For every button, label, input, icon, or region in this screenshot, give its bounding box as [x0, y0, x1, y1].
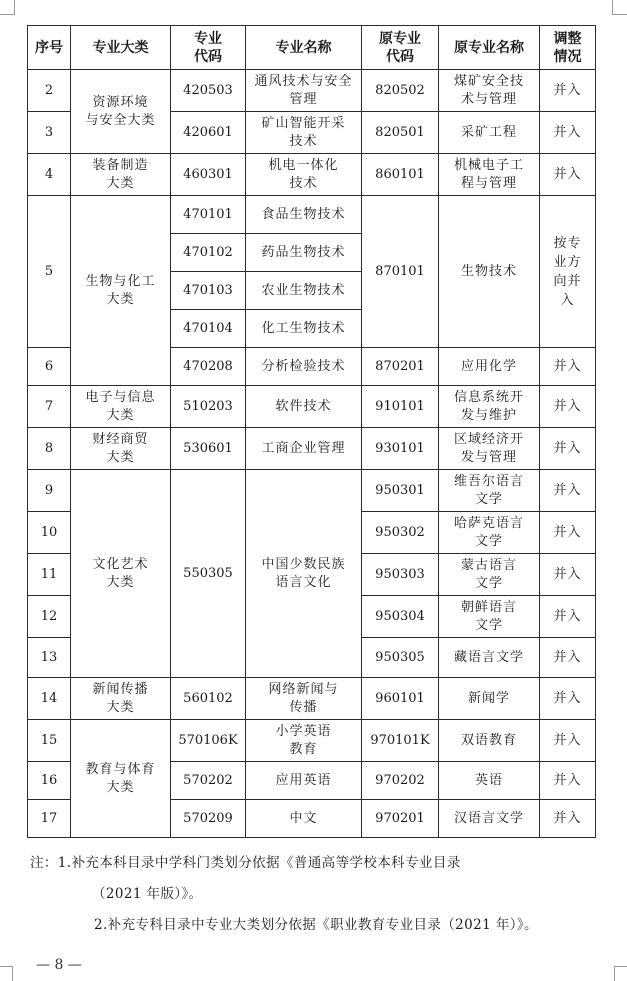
cell-adjust: 并入 — [540, 678, 596, 720]
cell-old-name: 新闻学 — [439, 678, 540, 720]
cell-old-code: 950305 — [362, 638, 439, 678]
cell-old-name: 采矿工程 — [439, 112, 540, 154]
cell-seq: 14 — [28, 678, 71, 720]
cell-category: 财经商贸 大类 — [71, 428, 171, 470]
cell-seq: 4 — [28, 154, 71, 196]
corner-mark-top-left — [0, 0, 15, 15]
cell-seq: 12 — [28, 596, 71, 638]
corner-mark-bottom-right — [614, 966, 627, 981]
cell-seq: 2 — [28, 70, 71, 112]
cell-seq: 16 — [28, 762, 71, 800]
header-code: 专业 代码 — [171, 26, 246, 70]
cell-name: 矿山智能开采 技术 — [246, 112, 362, 154]
cell-adjust: 并入 — [540, 348, 596, 386]
cell-category: 生物与化工 大类 — [71, 196, 171, 386]
cell-adjust: 并入 — [540, 720, 596, 762]
cell-name: 食品生物技术 — [246, 196, 362, 234]
cell-name: 农业生物技术 — [246, 272, 362, 310]
cell-code: 570209 — [171, 800, 246, 838]
cell-adjust: 按专 业方 向并 入 — [540, 196, 596, 348]
cell-category: 教育与体育 大类 — [71, 720, 171, 838]
cell-category: 资源环境 与安全大类 — [71, 70, 171, 154]
cell-old-code: 950302 — [362, 512, 439, 554]
cell-code: 550305 — [171, 470, 246, 678]
cell-name: 小学英语 教育 — [246, 720, 362, 762]
cell-old-name: 应用化学 — [439, 348, 540, 386]
cell-old-code: 930101 — [362, 428, 439, 470]
cell-code: 530601 — [171, 428, 246, 470]
cell-old-code: 950303 — [362, 554, 439, 596]
cell-code: 560102 — [171, 678, 246, 720]
table-row — [28, 678, 596, 720]
cell-name: 网络新闻与 传播 — [246, 678, 362, 720]
header-adjust: 调整 情况 — [540, 26, 596, 70]
header-old-name: 原专业名称 — [439, 26, 540, 70]
cell-seq: 3 — [28, 112, 71, 154]
cell-code: 470103 — [171, 272, 246, 310]
cell-seq: 5 — [28, 196, 71, 348]
table-row — [28, 154, 596, 196]
cell-name: 药品生物技术 — [246, 234, 362, 272]
cell-seq: 8 — [28, 428, 71, 470]
cell-code: 460301 — [171, 154, 246, 196]
cell-old-name: 蒙古语言 文学 — [439, 554, 540, 596]
table-row — [28, 70, 596, 112]
cell-name: 应用英语 — [246, 762, 362, 800]
table-header-row — [28, 26, 596, 70]
cell-seq: 15 — [28, 720, 71, 762]
cell-adjust: 并入 — [540, 154, 596, 196]
cell-adjust: 并入 — [540, 70, 596, 112]
cell-seq: 9 — [28, 470, 71, 512]
cell-seq: 10 — [28, 512, 71, 554]
cell-code: 420503 — [171, 70, 246, 112]
cell-old-name: 信息系统开 发与维护 — [439, 386, 540, 428]
cell-old-code: 950301 — [362, 470, 439, 512]
cell-adjust: 并入 — [540, 638, 596, 678]
cell-old-name: 维吾尔语言 文学 — [439, 470, 540, 512]
header-category: 专业大类 — [71, 26, 171, 70]
cell-adjust: 并入 — [540, 512, 596, 554]
cell-name: 中国少数民族 语言文化 — [246, 470, 362, 678]
cell-old-code: 820501 — [362, 112, 439, 154]
cell-old-name: 生物技术 — [439, 196, 540, 348]
table-row — [28, 196, 596, 234]
cell-old-code: 960101 — [362, 678, 439, 720]
note-line-1: 注：1.补充本科目录中学科门类划分依据《普通高等学校本科专业目录 — [30, 855, 461, 871]
cell-name: 通风技术与安全 管理 — [246, 70, 362, 112]
cell-code: 470104 — [171, 310, 246, 348]
cell-old-name: 朝鲜语言 文学 — [439, 596, 540, 638]
cell-old-code: 970201 — [362, 800, 439, 838]
cell-name: 工商企业管理 — [246, 428, 362, 470]
cell-code: 570106K — [171, 720, 246, 762]
cell-old-code: 860101 — [362, 154, 439, 196]
cell-category: 文化艺术 大类 — [71, 470, 171, 678]
cell-category: 电子与信息 大类 — [71, 386, 171, 428]
cell-old-code: 970202 — [362, 762, 439, 800]
cell-old-name: 区域经济开 发与管理 — [439, 428, 540, 470]
cell-category: 装备制造 大类 — [71, 154, 171, 196]
cell-adjust: 并入 — [540, 428, 596, 470]
cell-adjust: 并入 — [540, 386, 596, 428]
header-seq: 序号 — [28, 26, 71, 70]
cell-old-code: 870101 — [362, 196, 439, 348]
cell-seq: 17 — [28, 800, 71, 838]
cell-seq: 13 — [28, 638, 71, 678]
cell-name: 软件技术 — [246, 386, 362, 428]
cell-category: 新闻传播 大类 — [71, 678, 171, 720]
note-line-2: （2021 年版）》。 — [92, 886, 203, 902]
cell-code: 470208 — [171, 348, 246, 386]
cell-old-name: 英语 — [439, 762, 540, 800]
table-row — [28, 428, 596, 470]
cell-code: 470102 — [171, 234, 246, 272]
header-old-code: 原专业 代码 — [362, 26, 439, 70]
cell-code: 510203 — [171, 386, 246, 428]
cell-old-code: 970101K — [362, 720, 439, 762]
table-row — [28, 720, 596, 762]
cell-old-name: 汉语言文学 — [439, 800, 540, 838]
page-number: — 8 — — [36, 957, 82, 973]
cell-old-code: 950304 — [362, 596, 439, 638]
cell-old-name: 煤矿安全技 术与管理 — [439, 70, 540, 112]
cell-old-name: 藏语言文学 — [439, 638, 540, 678]
major-adjustment-table — [27, 25, 596, 838]
cell-old-name: 机械电子工 程与管理 — [439, 154, 540, 196]
cell-adjust: 并入 — [540, 112, 596, 154]
cell-adjust: 并入 — [540, 762, 596, 800]
table-row — [28, 470, 596, 512]
header-name: 专业名称 — [246, 26, 362, 70]
cell-seq: 7 — [28, 386, 71, 428]
cell-seq: 6 — [28, 348, 71, 386]
cell-old-name: 哈萨克语言 文学 — [439, 512, 540, 554]
cell-name: 机电一体化 技术 — [246, 154, 362, 196]
cell-code: 470101 — [171, 196, 246, 234]
cell-old-name: 双语教育 — [439, 720, 540, 762]
cell-code: 420601 — [171, 112, 246, 154]
cell-name: 中文 — [246, 800, 362, 838]
corner-mark-bottom-left — [0, 966, 13, 981]
cell-name: 分析检验技术 — [246, 348, 362, 386]
table-row — [28, 386, 596, 428]
cell-old-code: 870201 — [362, 348, 439, 386]
cell-old-code: 820502 — [362, 70, 439, 112]
cell-adjust: 并入 — [540, 800, 596, 838]
table-notes — [30, 848, 610, 941]
cell-adjust: 并入 — [540, 596, 596, 638]
cell-adjust: 并入 — [540, 470, 596, 512]
cell-name: 化工生物技术 — [246, 310, 362, 348]
cell-old-code: 910101 — [362, 386, 439, 428]
cell-adjust: 并入 — [540, 554, 596, 596]
note-line-3: 2.补充专科目录中专业大类划分依据《职业教育专业目录（2021 年）》。 — [94, 917, 538, 933]
corner-mark-top-right — [612, 0, 627, 15]
cell-code: 570202 — [171, 762, 246, 800]
cell-seq: 11 — [28, 554, 71, 596]
